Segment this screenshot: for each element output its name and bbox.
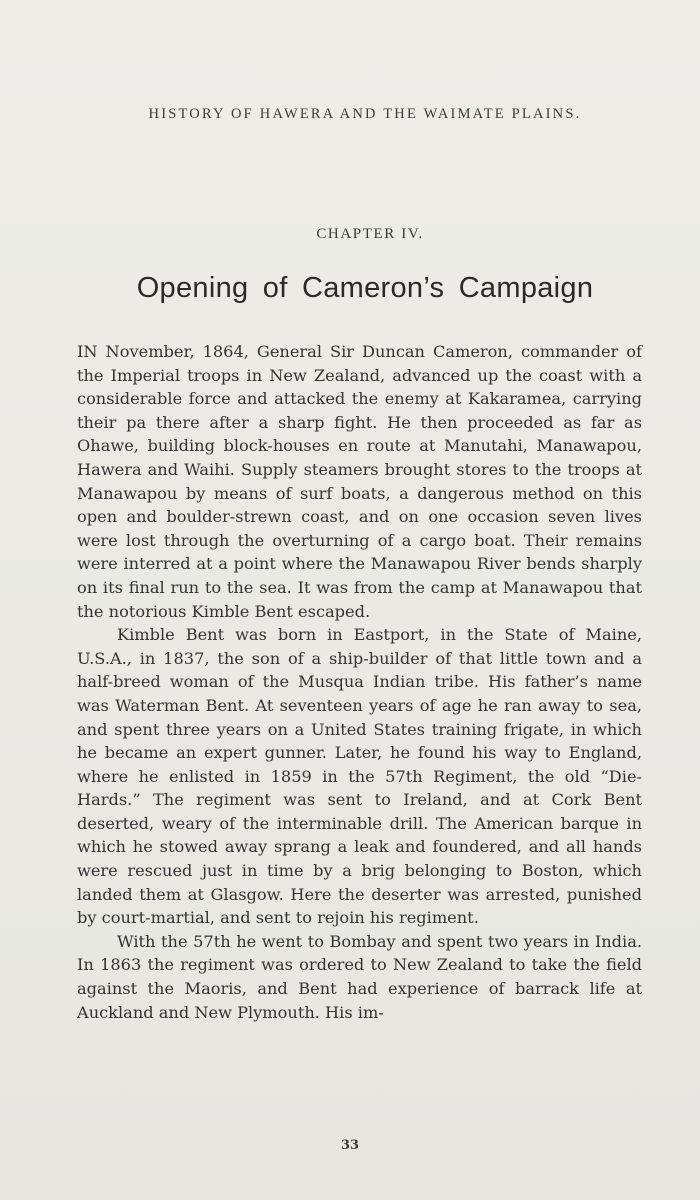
- chapter-title: Opening of Cameron’s Campaign: [136, 272, 594, 304]
- page-number: 33: [340, 1138, 360, 1153]
- body-text: [77, 340, 642, 1024]
- paragraph-2: Kimble Bent was born in Eastport, in the State of Maine, U.S.A., in 1837, the son of a ship-builder of that little town and a half-breed woman of the Musqua Indian tribe. His father’s name was Waterman Bent. At seventeen years of age he ran away to sea, and spent three years on a United States training frigate, in which he became an expert gunner. Later, he found his way to England, where he enlisted in 1859 in the 57th Regiment, the old “Die-Hards.” The regiment was sent to Ireland, and at Cork Bent deserted, weary of the interminable drill. The American barque in which he stowed away sprang a leak and foundered, and all hands were rescued just in time by a brig belonging to Boston, which landed them at Glasgow. Here the deserter was arrested, punished by court-martial, and sent to rejoin his regiment.: [77, 625, 642, 928]
- paragraph-1: IN November, 1864, General Sir Duncan Cameron, commander of the Imperial troops in New Zealand, advanced up the coast with a considerable force and attacked the enemy at Kakaramea, carrying their pa there after a sharp fight. He then proceeded as far as Ohawe, building block-houses en route at Manutahi, Manawapou, Hawera and Waihi. Supply steamers brought stores to the troops at Manawapou by means of surf boats, a dangerous method on this open and boulder-strewn coast, and on one occasion seven lives were lost through the overturning of a cargo boat. Their remains were interred at a point where the Manawapou River bends sharply on its final run to the sea. It was from the camp at Manawapou that the notorious Kimble Bent escaped.: [77, 342, 642, 621]
- running-head: HISTORY OF HAWERA AND THE WAIMATE PLAINS.: [148, 106, 582, 122]
- chapter-label: CHAPTER IV.: [316, 226, 424, 242]
- paragraph-3: With the 57th he went to Bombay and spent two years in India. In 1863 the regiment was ordered to New Zealand to take the field against the Maoris, and Bent had experience of barrack life at Auckland and New Plymouth. His im-: [77, 931, 642, 1022]
